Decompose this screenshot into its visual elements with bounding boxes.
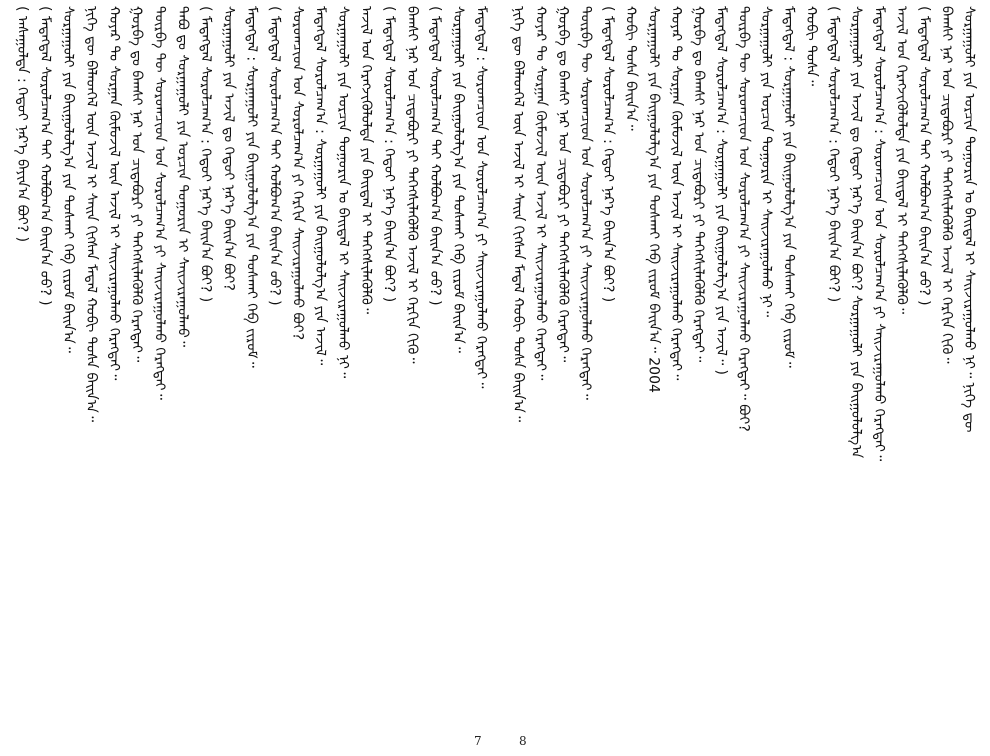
left-page-column-text: ᠠᠵᠢᠯ ᠤᠨ ᠬᠡᠷᠡᠭᠵᠢᠭᠦᠯᠦᠯᠲᠡ ᠶᠢᠨ ᠪᠠᠢᠳᠠᠯ ᠢ ᠳᠡᠭᠡᠭᠰᠢᠯᠡᠭᠦᠯᠬᠦ᠃ (358, 6, 375, 314)
left-page-column-text: ( ᠠᠰᠠᠭᠤᠯᠲᠠ : ᠬᠡᠳᠦᠢ ᠨᠡᠷ᠎ᠡ ᠪᠠᠶᠢᠨ᠎ᠠ ᠪᠤᠢ? ) (14, 6, 30, 243)
left-page-column-text: ( ᠮᠡᠳᠡᠭᠳᠡᠯ ᠰᠤᠷᠤᠯᠴᠠᠭ᠎ᠠ ᠲᠠᠢ ᠬᠤᠯᠪᠤᠭ᠎ᠠ ᠪᠠᠢᠨ᠎ᠠ ᠤᠤ? ) (36, 6, 53, 306)
left-page-column (473, 6, 488, 724)
left-page (12, 0, 490, 730)
right-page-column (533, 6, 548, 724)
left-page-column (358, 6, 373, 724)
left-page-text-columns (12, 0, 490, 730)
right-page-column-text: ᠰᠤᠷᠭᠠᠭᠤᠯᠢ ᠶᠢᠨ ᠣᠷᠴᠢᠨ ᠲᠣᠭᠣᠷᠢᠨ ᠤ ᠪᠠᠢᠳᠠᠯ ᠢ ᠰᠠᠢᠵᠢᠷᠠᠭᠤᠯᠬᠤ ᠨᠢ᠃ ᠨᠢᠭᠡ ᠳᠦ (960, 6, 977, 433)
left-page-column (60, 6, 75, 724)
right-page-column (938, 6, 953, 724)
right-page-column (871, 6, 886, 724)
right-page-column (690, 6, 705, 724)
left-page-column (106, 6, 121, 724)
left-page-column-text: ᠭᠤᠷᠪᠠ ᠳᠤ ᠪᠠᠭᠰᠢ ᠨᠠᠷ ᠤᠨ ᠴᠢᠳᠠᠪᠤᠷᠢ ᠶᠢ ᠳᠡᠭᠡᠭᠰᠢᠯᠡᠭᠦᠯᠬᠦ ᠬᠡᠷᠡᠭᠲᠡᠢ᠃ (128, 6, 145, 363)
page-gutter (497, 0, 498, 730)
right-page-column-text: ( ᠮᠡᠳᠡᠭᠳᠡᠯ ᠰᠤᠷᠤᠯᠴᠠᠭ᠎ᠠ : ᠬᠡᠳᠦᠢ ᠨᠡᠷ᠎ᠡ ᠪᠠᠢᠨ᠎ᠠ ᠪᠤᠢ? ) (600, 6, 617, 303)
left-page-column (266, 6, 281, 724)
left-page-column-text: ᠮᠡᠳᠡᠭᠳᠡᠯ : ᠰᠤᠷᠤᠭᠴᠢᠳ ᠤᠨ ᠰᠤᠷᠤᠯᠴᠠᠭ᠎ᠠ ᠶᠢ ᠰᠠᠢᠵᠢᠷᠠᠭᠤᠯᠬᠤ ᠬᠡᠷᠡᠭᠲᠡᠢ᠃ (472, 6, 489, 389)
right-page-column (555, 6, 570, 724)
left-page-column-text: ᠮᠡᠳᠡᠭᠳᠡᠯ : ᠰᠤᠷᠭᠠᠭᠤᠯᠢ ᠶᠢᠨ ᠪᠠᠢᠭᠤᠯᠤᠯᠭ᠎ᠠ ᠶᠢᠨ ᠲᠤᠰᠬᠠᠢ ᠬᠡᠪ ᠵᠢᠷᠤᠮ᠃ (243, 6, 260, 368)
right-page-column-text: ᠮᠡᠳᠡᠭᠳᠡᠯ ᠰᠤᠷᠤᠯᠴᠠᠭ᠎ᠠ : ᠰᠤᠷᠤᠭᠴᠢᠳ ᠤᠨ ᠰᠤᠷᠤᠯᠴᠠᠭ᠎ᠠ ᠶᠢ ᠰᠠᠢᠵᠢᠷᠠᠭᠤᠯᠬᠤ ᠬᠡᠷᠡᠭᠲᠡᠢ᠃ (870, 6, 887, 462)
left-page-column (175, 6, 190, 724)
left-page-column (220, 6, 235, 724)
right-page-column-text: ᠬᠤᠪᠢ ᠲᠤᠰᠠ ᠪᠠᠢᠨ᠎ᠠ᠃ (622, 6, 639, 131)
left-page-column (404, 6, 419, 724)
right-page-column-text: ᠬᠤᠪᠢ ᠲᠤᠰᠠ᠃ (803, 6, 820, 86)
left-page-column (381, 6, 396, 724)
left-page-column-text: ᠪᠠᠭᠰᠢ ᠨᠠᠷ ᠤᠨ ᠴᠢᠳᠠᠪᠤᠷᠢ ᠶᠢ ᠳᠡᠭᠡᠭᠰᠢᠯᠡᠭᠦᠯᠬᠦ ᠠᠵᠢᠯ ᠢ ᠬᠡᠷᠬᠢᠨ ᠬᠢᠬᠦ᠃ (403, 6, 420, 364)
right-page-column-text: ᠳᠦᠷᠪᠡ ᠲᠦ ᠰᠤᠷᠤᠭᠴᠢᠳ ᠤᠨ ᠰᠤᠷᠤᠯᠴᠠᠭ᠎ᠠ ᠶᠢ ᠰᠠᠢᠵᠢᠷᠠᠭᠤᠯᠬᠤ ᠬᠡᠷᠡᠭᠲᠡᠢ᠃ ᠪᠤᠢ? (735, 6, 752, 432)
right-page-column (916, 6, 931, 724)
right-page-column (758, 6, 773, 724)
left-page-column-text: ( ᠮᠡᠳᠡᠭᠳᠡᠯ ᠰᠤᠷᠤᠯᠴᠠᠭ᠎ᠠ ᠲᠠᠢ ᠬᠤᠯᠪᠤᠭ᠎ᠠ ᠪᠠᠢᠨ᠎ᠠ ᠤᠤ? ) (266, 6, 283, 306)
right-page-column-text: ᠬᠤᠶᠠᠷ ᠲᠤ ᠰᠤᠷᠭᠠᠨ ᠬᠦᠮᠦᠵᠢᠯ ᠦᠨ ᠠᠵᠢᠯ ᠢ ᠰᠠᠢᠵᠢᠷᠠᠭᠤᠯᠬᠤ ᠬᠡᠷᠡᠭᠲᠡᠢ᠃ (667, 6, 684, 381)
left-page-column (312, 6, 327, 724)
left-page-column (335, 6, 350, 724)
left-page-column (289, 6, 304, 724)
left-page-column-text: ᠨᠢᠭᠡ ᠳᠦ ᠪᠡᠯᠡᠳᠬᠡᠯ ᠦᠨ ᠠᠵᠢᠯ ᠢ ᠰᠠᠢᠨ ᠬᠢᠭᠰᠡᠨ ᠮᠠᠲᠠᠯ ᠬᠤᠪᠢ ᠲᠤᠰᠠ ᠪᠠᠢᠨ᠎ᠠ᠃ (82, 6, 99, 422)
right-page-column-text: ᠰᠤᠷᠭᠠᠭᠤᠯᠢ ᠶᠢᠨ ᠠᠵᠢᠯ ᠳᠤ ᠬᠡᠳᠦᠢ ᠨᠡᠷ᠎ᠡ ᠪᠠᠢᠨ᠎ᠠ ᠪᠤᠢ? ᠰᠤᠷᠭᠠᠭᠤᠯᠢ ᠶᠢᠨ ᠪᠠᠢᠭᠤᠯᠤᠯᠭ᠎ᠠ (848, 6, 865, 459)
right-page-column (826, 6, 841, 724)
left-page-column (37, 6, 52, 724)
right-page-column (713, 6, 728, 724)
left-page-column-text: ᠳᠦᠷᠪᠡ ᠲᠦ ᠰᠤᠷᠤᠭᠴᠢᠳ ᠤᠨ ᠰᠤᠷᠤᠯᠴᠠᠭ᠎ᠠ ᠶᠢ ᠰᠠᠢᠵᠢᠷᠠᠭᠤᠯᠬᠤ ᠬᠡᠷᠡᠭᠲᠡᠢ᠃ (151, 6, 168, 400)
right-page-column-text: ( ᠮᠡᠳᠡᠭᠳᠡᠯ ᠰᠤᠷᠤᠯᠴᠠᠭ᠎ᠠ : ᠬᠡᠳᠦᠢ ᠨᠡᠷ᠎ᠡ ᠪᠠᠢᠨ᠎ᠠ ᠪᠤᠢ? ) (825, 6, 842, 303)
right-page-column-text: ᠨᠢᠭᠡ ᠳᠦ ᠪᠡᠯᠡᠳᠬᠡᠯ ᠦᠨ ᠠᠵᠢᠯ ᠢ ᠰᠠᠢᠨ ᠬᠢᠭᠰᠡᠨ ᠮᠠᠲᠠᠯ ᠬᠤᠪᠢ ᠲᠤᠰᠠ ᠪᠠᠢᠨ᠎ᠠ᠃ (510, 6, 526, 422)
left-page-column (450, 6, 465, 724)
right-page-column (668, 6, 683, 724)
right-page-column-text: ᠰᠤᠷᠭᠠᠭᠤᠯᠢ ᠶᠢᠨ ᠣᠷᠴᠢᠨ ᠲᠣᠭᠣᠷᠢᠨ ᠢ ᠰᠠᠢᠵᠢᠷᠠᠭᠤᠯᠬᠤ ᠨᠢ᠃ (758, 6, 775, 317)
right-page-number: 8 (519, 734, 527, 748)
left-page-column-text: ᠰᠤᠷᠭᠠᠭᠤᠯᠢ ᠶᠢᠨ ᠪᠠᠢᠭᠤᠯᠤᠯᠭ᠎ᠠ ᠶᠢᠨ ᠲᠤᠰᠬᠠᠢ ᠬᠡᠪ ᠵᠢᠷᠤᠮ ᠪᠠᠢᠨ᠎ᠠ᠃ (59, 6, 76, 353)
right-page-column (623, 6, 638, 724)
left-page-column-text: ( ᠮᠡᠳᠡᠭᠳᠡᠯ ᠰᠤᠷᠤᠯᠴᠠᠭ᠎ᠠ : ᠬᠡᠳᠦᠢ ᠨᠡᠷ᠎ᠡ ᠪᠠᠢᠨ᠎ᠠ ᠪᠤᠢ? ) (197, 6, 214, 303)
right-page-column (735, 6, 750, 724)
right-page-column (893, 6, 908, 724)
left-page-column-text: ᠬᠤᠶᠠᠷ ᠲᠤ ᠰᠤᠷᠭᠠᠨ ᠬᠦᠮᠦᠵᠢᠯ ᠦᠨ ᠠᠵᠢᠯ ᠢ ᠰᠠᠢᠵᠢᠷᠠᠭᠤᠯᠬᠤ ᠬᠡᠷᠡᠭᠲᠡᠢ᠃ (105, 6, 122, 381)
right-page-column-text: ( ᠮᠡᠳᠡᠭᠳᠡᠯ ᠰᠤᠷᠤᠯᠴᠠᠭ᠎ᠠ ᠲᠠᠢ ᠬᠤᠯᠪᠤᠭ᠎ᠠ ᠪᠠᠢᠨ᠎ᠠ ᠤᠤ? ) (915, 6, 932, 306)
right-page-column-text: ᠮᠡᠳᠡᠭᠳᠡᠯ ᠰᠤᠷᠤᠯᠴᠠᠭ᠎ᠠ : ᠰᠤᠷᠭᠠᠭᠤᠯᠢ ᠶᠢᠨ ᠪᠠᠢᠭᠤᠯᠤᠯᠭ᠎ᠠ ᠶᠢᠨ ᠠᠵᠢᠯ᠃ ) (712, 6, 729, 375)
left-page-column (198, 6, 213, 724)
left-page-column-text: ᠰᠤᠷᠭᠠᠭᠤᠯᠢ ᠶᠢᠨ ᠠᠵᠢᠯ ᠳᠤ ᠬᠡᠳᠦᠢ ᠨᠡᠷ᠎ᠡ ᠪᠠᠢᠨ᠎ᠠ ᠪᠤᠢ? (220, 6, 237, 291)
right-page-column-text: ᠪᠠᠭᠰᠢ ᠨᠠᠷ ᠤᠨ ᠴᠢᠳᠠᠪᠤᠷᠢ ᠶᠢ ᠳᠡᠭᠡᠭᠰᠢᠯᠡᠭᠦᠯᠬᠦ ᠠᠵᠢᠯ ᠢ ᠬᠡᠷᠬᠢᠨ ᠬᠢᠬᠦ᠃ (938, 6, 955, 364)
left-page-column (243, 6, 258, 724)
right-page-column-text: ᠳᠦᠷᠪᠡ ᠲᠦ ᠰᠤᠷᠤᠭᠴᠢᠳ ᠤᠨ ᠰᠤᠷᠤᠯᠴᠠᠭ᠎ᠠ ᠶᠢ ᠰᠠᠢᠵᠢᠷᠠᠭᠤᠯᠬᠤ ᠬᠡᠷᠡᠭᠲᠡᠢ᠃ (577, 6, 594, 400)
left-page-column (14, 6, 29, 724)
right-page-column-text: ᠬᠤᠶᠠᠷ ᠲᠤ ᠰᠤᠷᠭᠠᠨ ᠬᠦᠮᠦᠵᠢᠯ ᠦᠨ ᠠᠵᠢᠯ ᠢ ᠰᠠᠢᠵᠢᠷᠠᠭᠤᠯᠬᠤ ᠬᠡᠷᠡᠭᠲᠡᠢ᠃ (532, 6, 549, 381)
left-page-column (427, 6, 442, 724)
right-page-column-text: ᠭᠤᠷᠪᠠ ᠳᠤ ᠪᠠᠭᠰᠢ ᠨᠠᠷ ᠤᠨ ᠴᠢᠳᠠᠪᠤᠷᠢ ᠶᠢ ᠳᠡᠭᠡᠭᠰᠢᠯᠡᠭᠦᠯᠬᠦ ᠬᠡᠷᠡᠭᠲᠡᠢ᠃ (555, 6, 572, 363)
left-page-column-text: ᠲᠠᠪᠤ ᠳᠤ ᠰᠤᠷᠭᠠᠭᠤᠯᠢ ᠶᠢᠨ ᠣᠷᠴᠢᠨ ᠲᠣᠭᠣᠷᠢᠨ ᠢ ᠰᠠᠢᠵᠢᠷᠠᠭᠤᠯᠬᠤ᠃ (174, 6, 191, 347)
right-page-text-columns (508, 0, 978, 730)
right-page-column-text: ᠭᠤᠷᠪᠠ ᠳᠤ ᠪᠠᠭᠰᠢ ᠨᠠᠷ ᠤᠨ ᠴᠢᠳᠠᠪᠤᠷᠢ ᠶᠢ ᠳᠡᠭᠡᠭᠰᠢᠯᠡᠭᠦᠯᠬᠦ ᠬᠡᠷᠡᠭᠲᠡᠢ᠃ (690, 6, 707, 363)
right-page (508, 0, 978, 730)
left-page-column-text: ( ᠮᠡᠳᠡᠭᠳᠡᠯ ᠰᠤᠷᠤᠯᠴᠠᠭ᠎ᠠ : ᠬᠡᠳᠦᠢ ᠨᠡᠷ᠎ᠡ ᠪᠠᠢᠨ᠎ᠠ ᠪᠤᠢ? ) (381, 6, 397, 303)
left-page-column-text: ᠰᠤᠷᠭᠠᠭᠤᠯᠢ ᠶᠢᠨ ᠪᠠᠢᠭᠤᠯᠤᠯᠭ᠎ᠠ ᠶᠢᠨ ᠲᠤᠰᠬᠠᠢ ᠬᠡᠪ ᠵᠢᠷᠤᠮ ᠪᠠᠢᠨ᠎ᠠ᠃ (449, 6, 466, 353)
right-page-column (961, 6, 976, 724)
right-page-column-text: ᠮᠡᠳᠡᠭᠳᠡᠯ : ᠰᠤᠷᠭᠠᠭᠤᠯᠢ ᠶᠢᠨ ᠪᠠᠢᠭᠤᠯᠤᠯᠭ᠎ᠠ ᠶᠢᠨ ᠲᠤᠰᠬᠠᠢ ᠬᠡᠪ ᠵᠢᠷᠤᠮ᠃ (780, 6, 797, 368)
right-page-column (781, 6, 796, 724)
left-page-number: 7 (474, 734, 482, 748)
left-page-column-text: ᠰᠤᠷᠭᠠᠭᠤᠯᠢ ᠶᠢᠨ ᠣᠷᠴᠢᠨ ᠲᠣᠭᠣᠷᠢᠨ ᠤ ᠪᠠᠢᠳᠠᠯ ᠢ ᠰᠠᠢᠵᠢᠷᠠᠭᠤᠯᠬᠤ ᠨᠢ᠃ (335, 6, 352, 379)
right-page-column (803, 6, 818, 724)
right-page-column (645, 6, 660, 724)
left-page-column-text: ᠰᠤᠷᠤᠭᠴᠢᠳ ᠤᠨ ᠰᠤᠷᠤᠯᠴᠠᠭ᠎ᠠ ᠶᠢ ᠬᠡᠷᠬᠢᠨ ᠰᠠᠢᠵᠢᠷᠠᠭᠤᠯᠬᠤ ᠪᠤᠢ? (289, 6, 306, 340)
right-page-column-text: ᠠᠵᠢᠯ ᠤᠨ ᠬᠡᠷᠡᠭᠵᠢᠭᠦᠯᠦᠯᠲᠡ ᠶᠢᠨ ᠪᠠᠢᠳᠠᠯ ᠢ ᠳᠡᠭᠡᠭᠰᠢᠯᠡᠭᠦᠯᠬᠦ᠃ (893, 6, 910, 314)
right-page-column (848, 6, 863, 724)
left-page-column-text: ᠮᠡᠳᠡᠭᠳᠡᠯ ᠰᠤᠷᠤᠯᠴᠠᠭ᠎ᠠ : ᠰᠤᠷᠭᠠᠭᠤᠯᠢ ᠶᠢᠨ ᠪᠠᠢᠭᠤᠯᠤᠯᠭ᠎ᠠ ᠶᠢᠨ ᠠᠵᠢᠯ᠃ (312, 6, 329, 366)
right-page-column (578, 6, 593, 724)
right-page-column (600, 6, 615, 724)
left-page-column (83, 6, 98, 724)
right-page-column-text: ᠰᠤᠷᠭᠠᠭᠤᠯᠢ ᠶᠢᠨ ᠪᠠᠢᠭᠤᠯᠤᠯᠭ᠎ᠠ ᠶᠢᠨ ᠲᠤᠰᠬᠠᠢ ᠬᠡᠪ ᠵᠢᠷᠤᠮ ᠪᠠᠢᠨ᠎ᠠ᠃ 2004 (645, 6, 662, 393)
right-page-column (510, 6, 525, 724)
left-page-column (129, 6, 144, 724)
left-page-column-text: ( ᠮᠡᠳᠡᠭᠳᠡᠯ ᠰᠤᠷᠤᠯᠴᠠᠭ᠎ᠠ ᠲᠠᠢ ᠬᠤᠯᠪᠤᠭ᠎ᠠ ᠪᠠᠢᠨ᠎ᠠ ᠤᠤ? ) (426, 6, 443, 306)
left-page-column (152, 6, 167, 724)
